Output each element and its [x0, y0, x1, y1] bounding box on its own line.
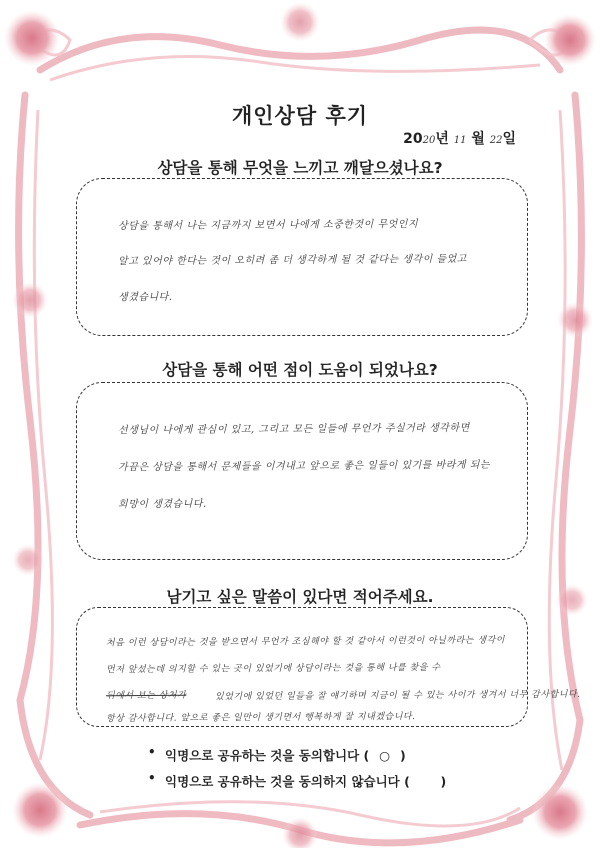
answer-2-line-2: 가끔은 상담을 통해서 문제들을 이겨내고 앞으로 좋은 일들이 있기를 바라게 되는 — [117, 459, 491, 474]
day-label: 일 — [502, 131, 516, 147]
bullet: • — [148, 771, 156, 785]
question-2: 상담을 통해 어떤 점이 도움이 되었나요? — [162, 361, 438, 379]
answer-1-line-2: 알고 있어야 한다는 것이 오히려 좀 더 생각하게 될 것 같다는 생각이 들었고 — [117, 253, 468, 268]
consent-agree-close: ) — [399, 748, 406, 763]
consent-agree-label: 익명으로 공유하는 것을 동의합니다 ( — [165, 748, 370, 763]
struck-text: 뒤에서 보는 상처가 — [105, 690, 187, 702]
answer-3-line-4: 항상 감사합니다. 앞으로 좋은 일만이 생기면서 행복하게 잘 지내겠습니다. — [105, 711, 416, 725]
answer-2-line-3: 희망이 생겼습니다. — [117, 498, 207, 511]
consent-agree-mark: ○ — [379, 748, 391, 763]
consent-agree[interactable] — [148, 745, 406, 764]
page-title: 개인상담 후기 — [231, 104, 369, 128]
answer-3-line-2: 먼저 앞섰는데 의지할 수 있는 곳이 있었기에 상담이라는 것을 통해 나를 찾을 수 — [105, 662, 441, 676]
date-field — [403, 128, 516, 148]
answer-3-line-3-rest: 있었기에 있었던 일들을 잘 얘기하며 지금이 될 수 있는 사이가 생겨서 너무 감사합니다. — [214, 689, 581, 703]
question-3: 남기고 싶은 말씀이 있다면 적어주세요. — [166, 588, 434, 606]
month-handwritten: 11 — [453, 135, 467, 146]
month-label: 월 — [471, 131, 485, 147]
year-prefix: 20 — [403, 131, 423, 147]
consent-disagree-label: 익명으로 공유하는 것을 동의하지 않습니다 ( — [165, 774, 410, 789]
day-handwritten: 22 — [489, 135, 503, 146]
answer-2-line-1: 선생님이 나에게 관심이 있고, 그리고 모든 일들에 무언가 주실거라 생각하면 — [117, 422, 470, 437]
bullet: • — [148, 745, 156, 759]
year-label: 년 — [435, 131, 449, 147]
year-handwritten: 20 — [422, 135, 436, 146]
answer-3-line-1: 처음 이런 상담이라는 것을 받으면서 무언가 조심해야 할 것 같아서 이런것이 아닐까라는 생각이 — [105, 635, 505, 649]
consent-disagree[interactable] — [148, 771, 447, 790]
answer-3-line-3 — [106, 688, 186, 702]
answer-1-line-3: 생겼습니다. — [117, 291, 173, 304]
consent-disagree-close: ) — [440, 774, 447, 789]
question-1: 상담을 통해 무엇을 느끼고 깨달으셨나요? — [157, 159, 443, 177]
answer-1-line-1: 상담을 통해서 나는 지금까지 보면서 나에게 소중한것이 무엇인지 — [117, 218, 419, 233]
